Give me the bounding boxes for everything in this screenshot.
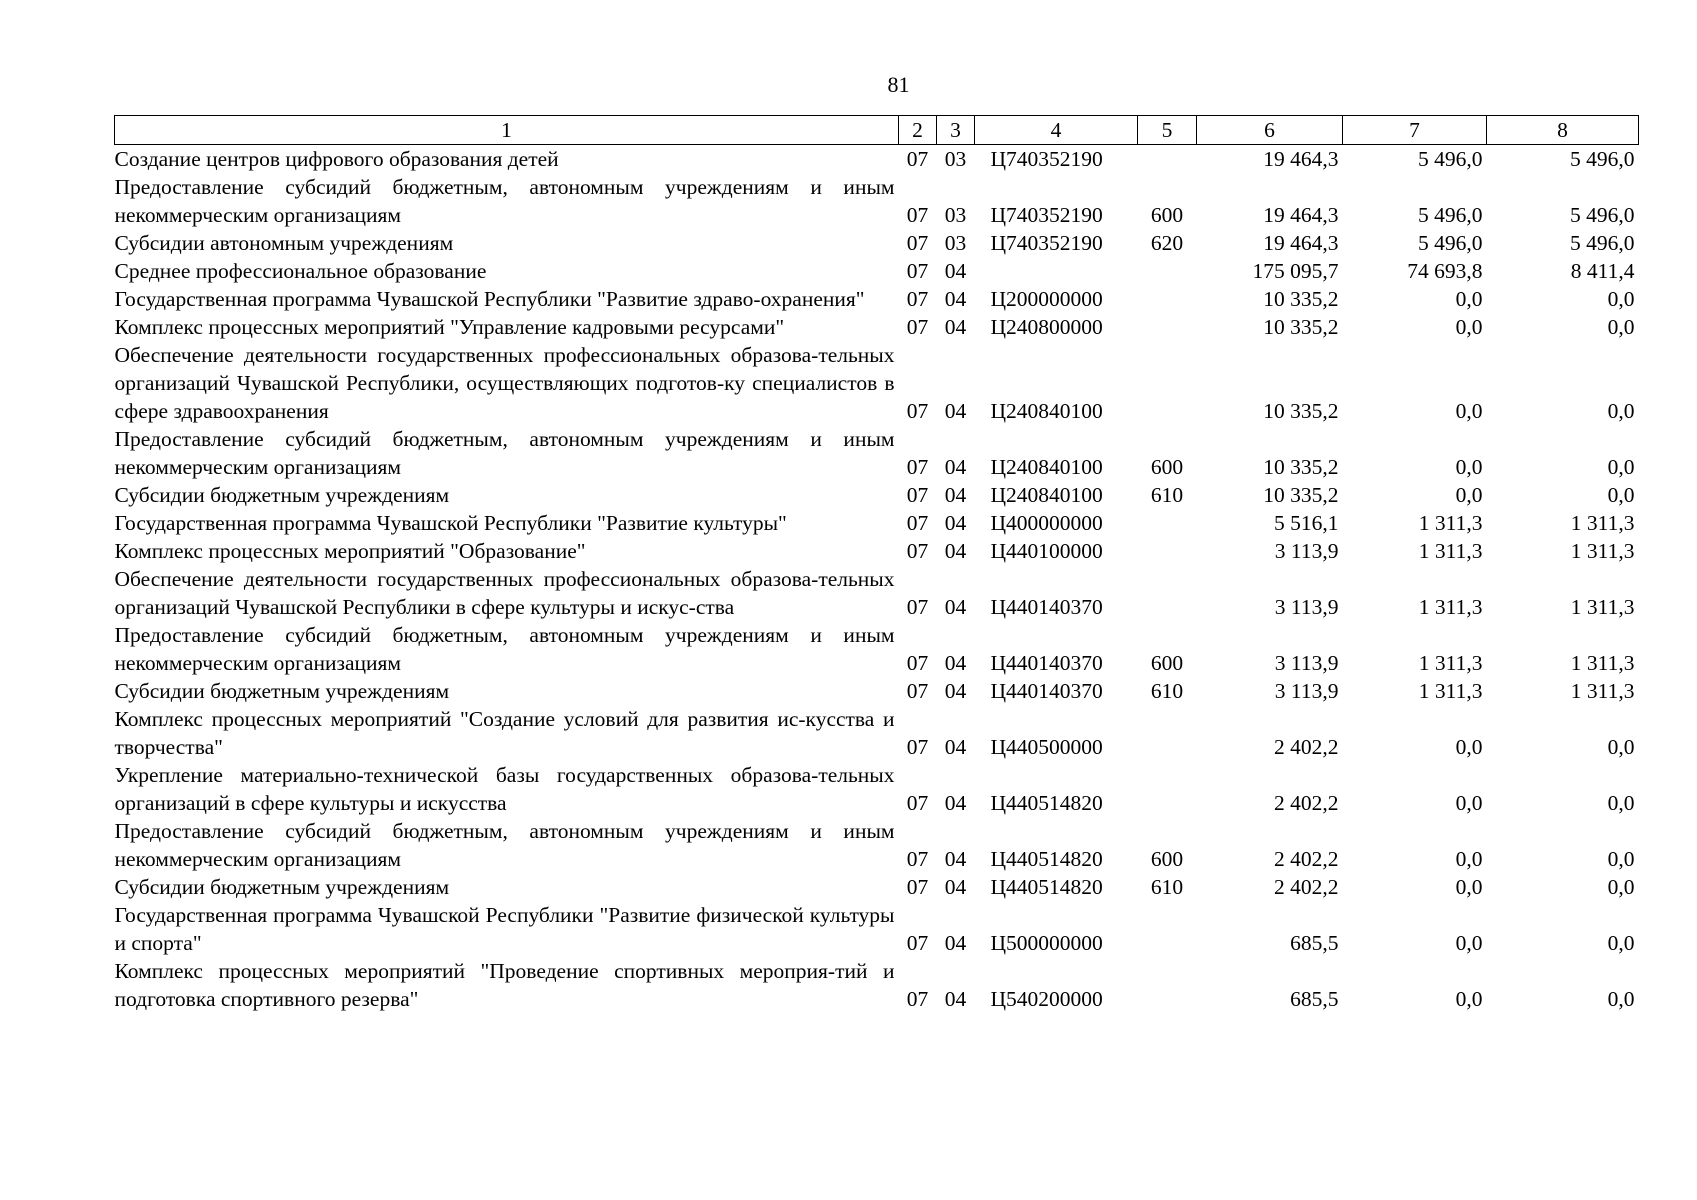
row-subsection: 04 xyxy=(944,651,967,675)
table-row xyxy=(115,481,1639,509)
row-expense-type xyxy=(1138,313,1197,341)
row-target-article: Ц240840100 xyxy=(990,455,1103,479)
row-section: 07 xyxy=(906,259,929,283)
row-amount-col-6: 10 335,2 xyxy=(1263,483,1339,507)
row-name: Укрепление материально-технической базы государственных образова-тельных организаций в сфере культуры и искусства xyxy=(114,763,895,815)
row-name: Субсидии бюджетным учреждениям xyxy=(114,875,450,899)
row-subsection: 04 xyxy=(944,735,967,759)
row-amount-col-7: 0,0 xyxy=(1455,931,1483,955)
row-amount-col-6: 10 335,2 xyxy=(1263,399,1339,423)
row-amount-col-8: 0,0 xyxy=(1607,399,1635,423)
row-subsection: 03 xyxy=(944,203,967,227)
row-subsection: 04 xyxy=(944,791,967,815)
row-section: 07 xyxy=(906,511,929,535)
row-amount-col-8: 0,0 xyxy=(1607,931,1635,955)
row-section: 07 xyxy=(906,399,929,423)
row-amount-col-7: 0,0 xyxy=(1455,847,1483,871)
table-row xyxy=(115,145,1639,174)
row-amount-col-6: 3 113,9 xyxy=(1274,651,1339,675)
row-subsection: 04 xyxy=(944,483,967,507)
row-name: Обеспечение деятельности государственных профессиональных образова-тельных организаций Чувашской Республики, осуществляющих подготов-ку специалистов в сфере здравоохранения xyxy=(114,343,895,423)
row-target-article: Ц400000000 xyxy=(990,511,1103,535)
row-amount-col-8: 5 496,0 xyxy=(1570,231,1635,255)
header-col-3: 3 xyxy=(937,116,975,145)
row-expense-type xyxy=(1138,341,1197,425)
row-subsection: 04 xyxy=(944,987,967,1011)
table-row xyxy=(115,257,1639,285)
row-section: 07 xyxy=(906,455,929,479)
row-target-article: Ц240840100 xyxy=(990,483,1103,507)
row-target-article: Ц440140370 xyxy=(990,679,1103,703)
row-amount-col-7: 1 311,3 xyxy=(1418,595,1483,619)
row-amount-col-6: 3 113,9 xyxy=(1274,539,1339,563)
row-expense-type xyxy=(1138,565,1197,621)
row-section: 07 xyxy=(906,791,929,815)
row-target-article: Ц440500000 xyxy=(990,735,1103,759)
row-section: 07 xyxy=(906,315,929,339)
budget-table xyxy=(114,115,1639,1013)
row-subsection: 04 xyxy=(944,539,967,563)
header-row xyxy=(115,116,1639,145)
row-amount-col-8: 1 311,3 xyxy=(1570,539,1635,563)
row-amount-col-8: 5 496,0 xyxy=(1570,203,1635,227)
row-amount-col-8: 1 311,3 xyxy=(1570,679,1635,703)
row-target-article: Ц440140370 xyxy=(990,595,1103,619)
row-section: 07 xyxy=(906,679,929,703)
row-section: 07 xyxy=(906,231,929,255)
row-amount-col-6: 2 402,2 xyxy=(1274,791,1339,815)
row-amount-col-8: 0,0 xyxy=(1607,735,1635,759)
row-expense-type xyxy=(1138,257,1197,285)
row-section: 07 xyxy=(906,203,929,227)
row-amount-col-7: 5 496,0 xyxy=(1418,147,1483,171)
row-amount-col-7: 5 496,0 xyxy=(1418,203,1483,227)
table-body xyxy=(115,145,1639,1014)
row-target-article: Ц240840100 xyxy=(990,399,1103,423)
table-row xyxy=(115,537,1639,565)
row-amount-col-7: 0,0 xyxy=(1455,735,1483,759)
row-amount-col-7: 0,0 xyxy=(1455,455,1483,479)
row-name: Государственная программа Чувашской Республики "Развитие культуры" xyxy=(114,511,787,535)
row-subsection: 04 xyxy=(944,287,967,311)
row-name: Субсидии бюджетным учреждениям xyxy=(114,679,450,703)
row-subsection: 03 xyxy=(944,147,967,171)
row-expense-type xyxy=(1138,901,1197,957)
row-amount-col-6: 19 464,3 xyxy=(1263,147,1339,171)
row-subsection: 04 xyxy=(944,679,967,703)
row-section: 07 xyxy=(906,483,929,507)
row-amount-col-6: 10 335,2 xyxy=(1263,455,1339,479)
row-amount-col-8: 1 311,3 xyxy=(1570,595,1635,619)
row-amount-col-6: 685,5 xyxy=(1290,987,1339,1011)
row-name: Государственная программа Чувашской Республики "Развитие здраво-охранения" xyxy=(114,287,865,311)
row-name: Предоставление субсидий бюджетным, автономным учреждениям и иным некоммерческим организациям xyxy=(114,623,895,675)
row-amount-col-8: 1 311,3 xyxy=(1570,651,1635,675)
row-name: Субсидии бюджетным учреждениям xyxy=(114,483,450,507)
row-amount-col-8: 0,0 xyxy=(1607,791,1635,815)
table-row xyxy=(115,873,1639,901)
table-row xyxy=(115,957,1639,1013)
row-amount-col-7: 0,0 xyxy=(1455,315,1483,339)
row-section: 07 xyxy=(906,595,929,619)
row-expense-type: 610 xyxy=(1150,679,1184,703)
row-section: 07 xyxy=(906,735,929,759)
row-section: 07 xyxy=(906,147,929,171)
row-expense-type: 610 xyxy=(1150,875,1184,899)
row-target-article: Ц440514820 xyxy=(990,875,1103,899)
row-name: Комплекс процессных мероприятий "Проведение спортивных мероприя-тий и подготовка спортивного резерва" xyxy=(114,959,895,1011)
row-target-article: Ц240800000 xyxy=(990,315,1103,339)
row-amount-col-7: 1 311,3 xyxy=(1418,679,1483,703)
row-amount-col-7: 0,0 xyxy=(1455,987,1483,1011)
row-expense-type xyxy=(1138,537,1197,565)
row-expense-type xyxy=(1138,957,1197,1013)
table-row xyxy=(115,901,1639,957)
table-row xyxy=(115,761,1639,817)
header-col-5: 5 xyxy=(1138,116,1197,145)
row-name: Предоставление субсидий бюджетным, автономным учреждениям и иным некоммерческим организациям xyxy=(114,175,895,227)
row-section: 07 xyxy=(906,931,929,955)
row-amount-col-8: 0,0 xyxy=(1607,315,1635,339)
row-section: 07 xyxy=(906,847,929,871)
row-section: 07 xyxy=(906,287,929,311)
row-amount-col-6: 3 113,9 xyxy=(1274,679,1339,703)
row-subsection: 03 xyxy=(944,231,967,255)
table-row xyxy=(115,705,1639,761)
page-number: 81 xyxy=(887,72,910,97)
table-row xyxy=(115,621,1639,677)
row-amount-col-6: 5 516,1 xyxy=(1274,511,1339,535)
row-amount-col-8: 0,0 xyxy=(1607,287,1635,311)
row-name: Субсидии автономным учреждениям xyxy=(114,231,454,255)
row-expense-type: 600 xyxy=(1150,847,1184,871)
row-expense-type xyxy=(1138,509,1197,537)
row-name: Предоставление субсидий бюджетным, автономным учреждениям и иным некоммерческим организациям xyxy=(114,819,895,871)
table-row xyxy=(115,817,1639,873)
row-amount-col-8: 1 311,3 xyxy=(1570,511,1635,535)
row-target-article: Ц740352190 xyxy=(990,231,1103,255)
header-col-4: 4 xyxy=(975,116,1138,145)
table-row xyxy=(115,313,1639,341)
row-amount-col-8: 0,0 xyxy=(1607,455,1635,479)
row-amount-col-8: 0,0 xyxy=(1607,847,1635,871)
row-name: Государственная программа Чувашской Республики "Развитие физической культуры и спорта" xyxy=(114,903,895,955)
row-section: 07 xyxy=(906,875,929,899)
table-header xyxy=(115,116,1639,145)
row-subsection: 04 xyxy=(944,931,967,955)
row-amount-col-8: 0,0 xyxy=(1607,875,1635,899)
row-subsection: 04 xyxy=(944,259,967,283)
row-section: 07 xyxy=(906,651,929,675)
row-amount-col-7: 1 311,3 xyxy=(1418,539,1483,563)
row-amount-col-7: 0,0 xyxy=(1455,399,1483,423)
row-subsection: 04 xyxy=(944,595,967,619)
row-amount-col-7: 74 693,8 xyxy=(1407,259,1483,283)
table-row xyxy=(115,229,1639,257)
row-amount-col-6: 19 464,3 xyxy=(1263,203,1339,227)
row-amount-col-6: 10 335,2 xyxy=(1263,315,1339,339)
row-expense-type xyxy=(1138,705,1197,761)
row-section: 07 xyxy=(906,539,929,563)
table-row xyxy=(115,173,1639,229)
row-amount-col-8: 0,0 xyxy=(1607,987,1635,1011)
row-subsection: 04 xyxy=(944,399,967,423)
row-amount-col-6: 10 335,2 xyxy=(1263,287,1339,311)
row-amount-col-7: 0,0 xyxy=(1455,287,1483,311)
row-amount-col-8: 5 496,0 xyxy=(1570,147,1635,171)
header-col-1: 1 xyxy=(115,116,899,145)
row-name: Комплекс процессных мероприятий "Образование" xyxy=(114,539,586,563)
row-target-article: Ц500000000 xyxy=(990,931,1103,955)
row-section: 07 xyxy=(906,987,929,1011)
header-col-6: 6 xyxy=(1197,116,1343,145)
table-row xyxy=(115,341,1639,425)
row-target-article xyxy=(975,257,1138,285)
row-expense-type: 600 xyxy=(1150,455,1184,479)
row-amount-col-8: 8 411,4 xyxy=(1570,259,1635,283)
row-target-article: Ц740352190 xyxy=(990,147,1103,171)
row-expense-type: 600 xyxy=(1150,651,1184,675)
row-amount-col-6: 2 402,2 xyxy=(1274,847,1339,871)
row-amount-col-6: 19 464,3 xyxy=(1263,231,1339,255)
row-expense-type: 620 xyxy=(1150,231,1184,255)
row-name: Предоставление субсидий бюджетным, автономным учреждениям и иным некоммерческим организациям xyxy=(114,427,895,479)
row-target-article: Ц440100000 xyxy=(990,539,1103,563)
row-amount-col-6: 2 402,2 xyxy=(1274,875,1339,899)
row-name: Обеспечение деятельности государственных профессиональных образова-тельных организаций Чувашской Республики в сфере культуры и искус-ства xyxy=(114,567,895,619)
row-target-article: Ц440140370 xyxy=(990,651,1103,675)
row-target-article: Ц740352190 xyxy=(990,203,1103,227)
header-col-7: 7 xyxy=(1343,116,1487,145)
table-row xyxy=(115,285,1639,313)
row-amount-col-8: 0,0 xyxy=(1607,483,1635,507)
row-amount-col-7: 0,0 xyxy=(1455,875,1483,899)
row-amount-col-7: 1 311,3 xyxy=(1418,511,1483,535)
row-subsection: 04 xyxy=(944,875,967,899)
table-row xyxy=(115,677,1639,705)
row-expense-type: 600 xyxy=(1150,203,1184,227)
row-amount-col-7: 5 496,0 xyxy=(1418,231,1483,255)
table-row xyxy=(115,565,1639,621)
row-target-article: Ц540200000 xyxy=(990,987,1103,1011)
header-col-2: 2 xyxy=(899,116,937,145)
row-subsection: 04 xyxy=(944,455,967,479)
row-amount-col-7: 1 311,3 xyxy=(1418,651,1483,675)
row-amount-col-7: 0,0 xyxy=(1455,483,1483,507)
row-name: Комплекс процессных мероприятий "Создание условий для развития ис-кусства и творчества" xyxy=(114,707,895,759)
row-name: Создание центров цифрового образования детей xyxy=(114,147,559,171)
row-amount-col-6: 175 095,7 xyxy=(1252,259,1339,283)
row-target-article: Ц440514820 xyxy=(990,791,1103,815)
row-amount-col-7: 0,0 xyxy=(1455,791,1483,815)
row-expense-type xyxy=(1138,761,1197,817)
row-subsection: 04 xyxy=(944,315,967,339)
row-name: Комплекс процессных мероприятий "Управление кадровыми ресурсами" xyxy=(114,315,785,339)
table-row xyxy=(115,509,1639,537)
row-amount-col-6: 2 402,2 xyxy=(1274,735,1339,759)
row-expense-type xyxy=(1138,145,1197,174)
header-col-8: 8 xyxy=(1487,116,1639,145)
row-target-article: Ц200000000 xyxy=(990,287,1103,311)
row-expense-type xyxy=(1138,285,1197,313)
row-amount-col-6: 3 113,9 xyxy=(1274,595,1339,619)
row-name: Среднее профессиональное образование xyxy=(114,259,487,283)
row-expense-type: 610 xyxy=(1150,483,1184,507)
row-amount-col-6: 685,5 xyxy=(1290,931,1339,955)
row-subsection: 04 xyxy=(944,847,967,871)
row-target-article: Ц440514820 xyxy=(990,847,1103,871)
row-subsection: 04 xyxy=(944,511,967,535)
table-row xyxy=(115,425,1639,481)
